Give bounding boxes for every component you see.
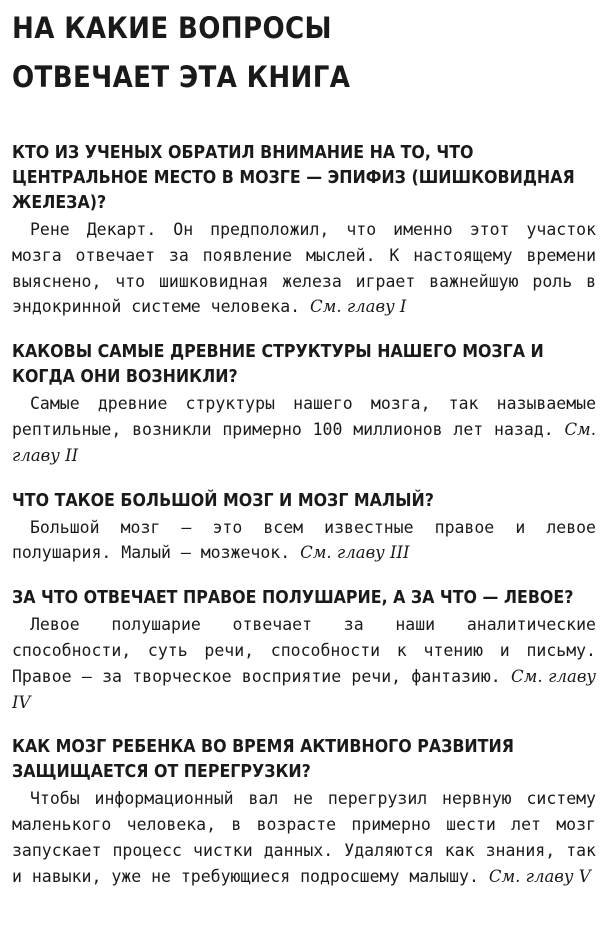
answer-2 — [12, 391, 596, 468]
answer-4 — [12, 612, 596, 715]
page-title-line-2: ОТВЕЧАЕТ ЭТА КНИГА — [12, 60, 351, 94]
qa-section-3 — [12, 488, 596, 567]
answer-text-2: Самые древние структуры нашего мозга, так называемые рептильные, возникли примерно 100 миллионов лет назад. — [12, 394, 596, 439]
answer-text-5: Чтобы информационный вал не перегрузил нервную систему маленького человека, в возрасте примерно шести лет мозг запускает процесс чистки данных. Удаляются как знания, так и навыки, уже не требующиеся подросшему малышу. — [12, 789, 596, 886]
qa-section-1 — [12, 140, 596, 320]
chapter-reference-5: См. главу V — [488, 866, 591, 886]
qa-section-5 — [12, 734, 596, 889]
chapter-reference-1: См. главу I — [310, 297, 407, 317]
qa-section-4 — [12, 585, 596, 715]
page-title-line-1: НА КАКИЕ ВОПРОСЫ — [12, 11, 332, 45]
question-4: ЗА ЧТО ОТВЕЧАЕТ ПРАВОЕ ПОЛУШАРИЕ, А ЗА ЧТО — ЛЕВОЕ? — [12, 587, 574, 609]
answer-text-4: Левое полушарие отвечает за наши аналитические способности, суть речи, способности к чтению и письму. Правое — за творческое восприятие речи, фантазию. — [12, 615, 596, 686]
page-title — [12, 4, 595, 102]
question-5: КАК МОЗГ РЕБЕНКА ВО ВРЕМЯ АКТИВНОГО РАЗВИТИЯ ЗАЩИЩАЕТСЯ ОТ ПЕРЕГРУЗКИ? — [12, 736, 514, 783]
answer-5 — [12, 786, 596, 889]
chapter-reference-2: См. главу II — [12, 419, 596, 465]
answer-1 — [12, 217, 596, 320]
question-1: КТО ИЗ УЧЕНЫХ ОБРАТИЛ ВНИМАНИЕ НА ТО, ЧТО ЦЕНТРАЛЬНОЕ МЕСТО В МОЗГЕ — ЭПИФИЗ (ШИШКОВИДНАЯ ЖЕЛЕЗА)? — [12, 142, 575, 213]
chapter-reference-4: См. главу IV — [12, 666, 596, 712]
question-2: КАКОВЫ САМЫЕ ДРЕВНИЕ СТРУКТУРЫ НАШЕГО МОЗГА И КОГДА ОНИ ВОЗНИКЛИ? — [12, 341, 544, 388]
chapter-reference-3: См. главу III — [300, 543, 410, 563]
qa-section-2 — [12, 339, 596, 468]
answer-3 — [12, 515, 596, 567]
answer-text-3: Большой мозг — это всем известные правое и левое полушария. Малый — мозжечок. — [12, 517, 596, 563]
answer-text-1: Рене Декарт. Он предположил, что именно этот участок мозга отвечает за появление мыслей. К настоящему времени выяснено, что шишковидная железа играет важнейшую роль в эндокринной системе человека. — [12, 220, 596, 317]
question-3: ЧТО ТАКОЕ БОЛЬШОЙ МОЗГ И МОЗГ МАЛЫЙ? — [12, 489, 434, 511]
